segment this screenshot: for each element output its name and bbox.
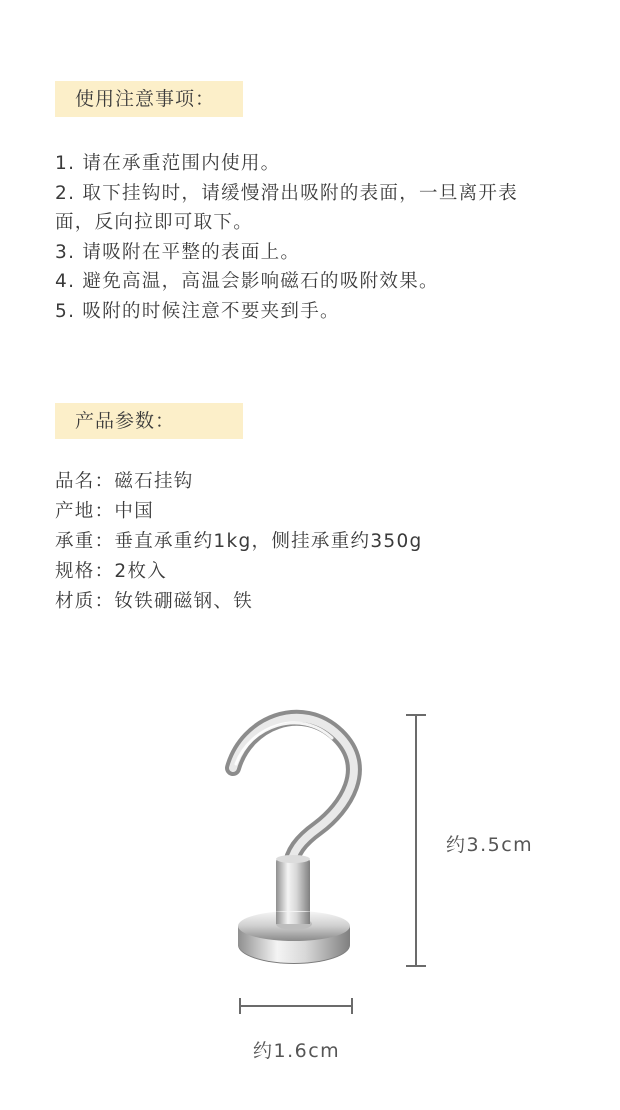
width-dimension-label: 约1.6cm [253, 1040, 341, 1062]
param-name: 品名：磁石挂钩 [55, 471, 194, 492]
param-origin: 产地：中国 [55, 501, 155, 522]
params-list [55, 467, 575, 617]
notes-item-1: 1. 请在承重范围内使用。 [55, 153, 281, 174]
notes-list [55, 149, 575, 326]
notes-section-title: 使用注意事项： [55, 81, 243, 117]
width-dimension-line [240, 998, 352, 1014]
notes-item-2-continued: 面，反向拉即可取下。 [55, 212, 254, 233]
param-load: 承重：垂直承重约1kg，侧挂承重约350g [55, 531, 423, 552]
height-dimension-label: 约3.5cm [446, 834, 534, 856]
notes-item-5: 5. 吸附的时候注意不要夹到手。 [55, 300, 340, 322]
params-section-title: 产品参数： [55, 403, 243, 439]
magnetic-hook-image [233, 718, 354, 964]
notes-item-2: 2. 取下挂钩时，请缓慢滑出吸附的表面，一旦离开表 [55, 182, 519, 204]
notes-item-4: 4. 避免高温，高温会影响磁石的吸附效果。 [55, 271, 439, 292]
param-spec: 规格：2枚入 [55, 561, 168, 582]
product-figure [0, 690, 620, 1090]
height-dimension-line [406, 715, 426, 966]
notes-item-3: 3. 请吸附在平整的表面上。 [55, 241, 301, 263]
param-material: 材质：钕铁硼磁钢、铁 [55, 591, 254, 612]
